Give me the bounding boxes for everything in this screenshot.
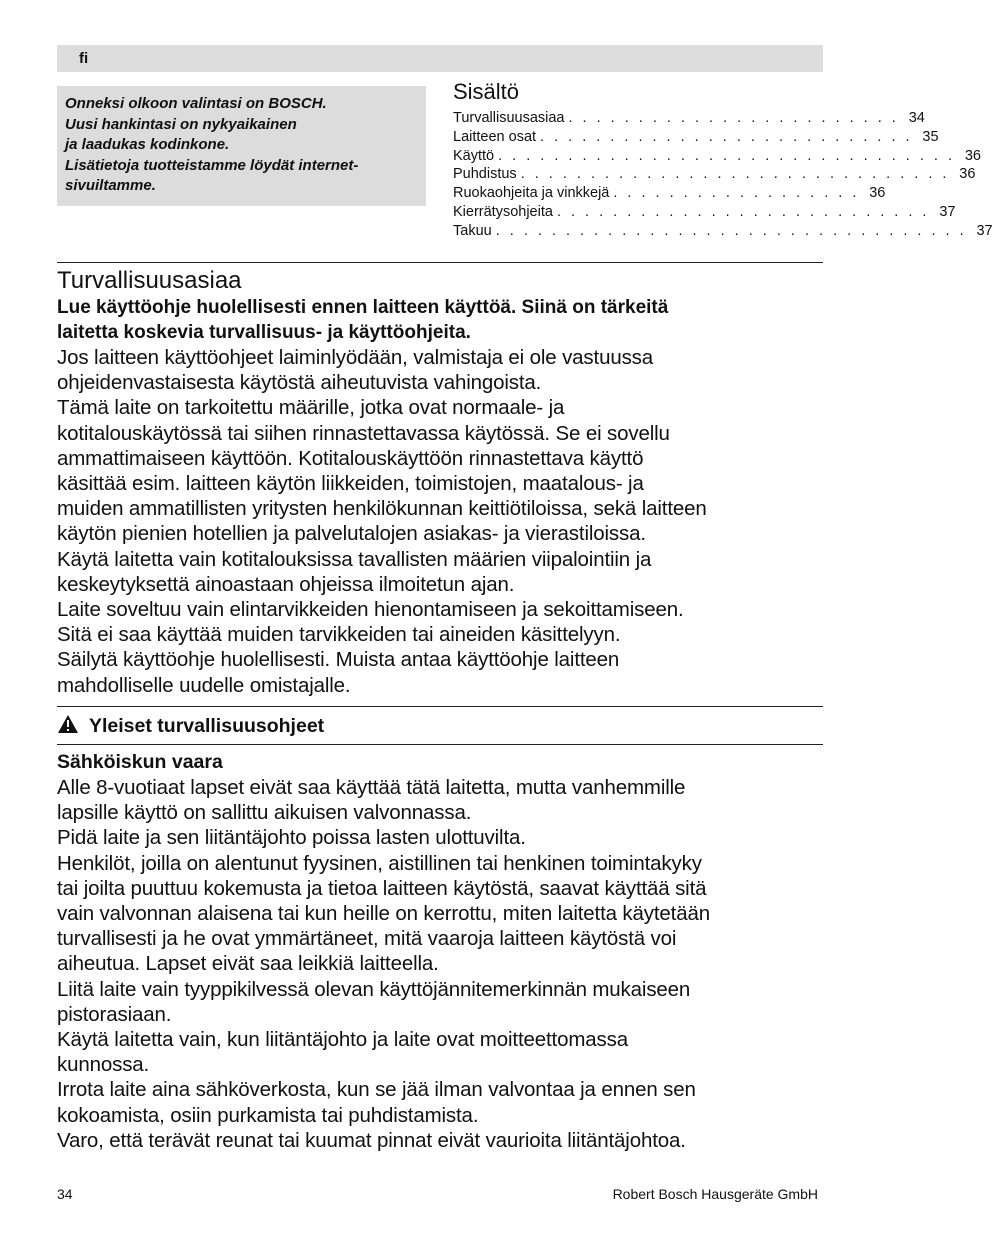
toc-leader-dots: . . . . . . . . . . . . . . . . . . . . . . . . xyxy=(568,110,899,126)
body-line: kotitalouskäytössä tai siihen rinnastettavassa käytössä. Se ei sovellu xyxy=(57,421,670,445)
body-line: tai joilta puuttuu kokemusta ja tietoa laitteen käytöstä, saavat käyttää sitä xyxy=(57,876,707,900)
toc-entry[interactable] xyxy=(453,147,981,166)
lead-line: laitetta koskevia turvallisuus- ja käyttöohjeita. xyxy=(57,322,471,343)
body-line: Säilytä käyttöohje huolellisesti. Muista antaa käyttöohje laitteen xyxy=(57,648,620,672)
body-line: aiheutua. Lapset eivät saa leikkiä laitteella. xyxy=(57,952,439,976)
warning-divider-top xyxy=(57,706,823,707)
body-line: keskeytyksettä ainoastaan ohjeissa ilmoitetun ajan. xyxy=(57,572,515,596)
body-line: Jos laitteen käyttöohjeet laiminlyödään, valmistaja ei ole vastuussa xyxy=(57,346,654,369)
lead-paragraph xyxy=(57,295,827,345)
body-line: turvallisesti ja he ovat ymmärtäneet, mitä vaaroja laitteen käytöstä voi xyxy=(57,927,677,951)
toc-entry-label: Turvallisuusasiaa xyxy=(453,110,565,126)
toc-entry[interactable] xyxy=(453,109,925,128)
toc-entry[interactable] xyxy=(453,184,886,203)
lead-line: Lue käyttöohje huolellisesti ennen laitteen käyttöä. Siinä on tärkeitä xyxy=(57,297,669,318)
toc-leader-dots: . . . . . . . . . . . . . . . . . . . . . . . . . . . . . . . . . . xyxy=(495,222,967,239)
body-line: vain valvonnan alaisena tai kun heille on kerrottu, miten laitetta käytetään xyxy=(57,902,710,926)
toc-entry-label: Ruokaohjeita ja vinkkejä xyxy=(453,185,610,202)
body-text xyxy=(57,775,827,1153)
toc-entry-label: Takuu xyxy=(453,222,492,239)
body-line: Käytä laitetta vain kotitalouksissa tavallisten määrien viipalointiin ja xyxy=(57,547,652,571)
body-line: ammattimaiseen käyttöön. Kotitalouskäyttöön rinnastettava käyttö xyxy=(57,446,644,470)
welcome-line: Uusi hankintasi on nykyaikainen xyxy=(65,115,297,133)
welcome-box xyxy=(57,86,426,206)
welcome-line: sivuiltamme. xyxy=(65,177,156,194)
body-line: kunnossa. xyxy=(57,1053,150,1077)
toc-title: Sisältö xyxy=(453,79,520,104)
toc-entry-page: 37 xyxy=(939,203,956,220)
toc-entry-label: Kierrätysohjeita xyxy=(453,203,553,220)
toc-entry-label: Puhdistus xyxy=(453,166,517,183)
welcome-line: Onneksi olkoon valintasi on BOSCH. xyxy=(65,95,327,112)
warning-triangle-icon xyxy=(57,714,79,739)
toc-leader-dots: . . . . . . . . . . . . . . . . . . . . . . . . . . . . . . . xyxy=(520,166,950,183)
language-code: fi xyxy=(79,50,89,67)
warning-heading xyxy=(57,712,823,740)
toc-entry-page: 36 xyxy=(869,185,886,202)
body-line: käytön pienien hotellien ja palvelutalojen asiakas- ja vierastiloissa. xyxy=(57,522,646,546)
body-line: ohjeidenvastaisesta käytöstä aiheutuvista vahingoista. xyxy=(57,371,542,395)
table-of-contents xyxy=(453,79,993,241)
body-line: kokoamista, osiin purkamista tai puhdistamista. xyxy=(57,1103,479,1127)
body-line: Laite soveltuu vain elintarvikkeiden hienontamiseen ja sekoittamiseen. xyxy=(57,598,684,622)
subheading: Sähköiskun vaara xyxy=(57,751,223,773)
body-line: Irrota laite aina sähköverkosta, kun se jää ilman valvontaa ja ennen sen xyxy=(57,1078,696,1102)
welcome-line: Lisätietoja tuotteistamme löydät internet- xyxy=(65,156,359,174)
language-bar xyxy=(57,45,823,72)
toc-leader-dots: . . . . . . . . . . . . . . . . . . . . . . . . . . . xyxy=(540,128,913,145)
toc-leader-dots: . . . . . . . . . . . . . . . . . . . . . . . . . . . . . . . . . xyxy=(498,147,955,164)
body-line: Sitä ei saa käyttää muiden tarvikkeiden tai aineiden käsittelyyn. xyxy=(57,623,621,647)
toc-leader-dots: . . . . . . . . . . . . . . . . . . . . . . . . . . . xyxy=(556,203,930,220)
body-line: Alle 8-vuotiaat lapset eivät saa käyttää tätä laitetta, mutta vanhemmille xyxy=(57,776,686,799)
page-number: 34 xyxy=(57,1186,73,1202)
body-line: Pidä laite ja sen liitäntäjohto poissa lasten ulottuvilta. xyxy=(57,826,526,850)
body-line: Varo, että terävät reunat tai kuumat pinnat eivät vaurioita liitäntäjohtoa. xyxy=(57,1128,686,1152)
toc-entry-page: 35 xyxy=(922,128,939,145)
section-title: Turvallisuusasiaa xyxy=(57,267,242,294)
toc-entry[interactable] xyxy=(453,128,939,147)
toc-entry-page: 34 xyxy=(908,110,925,126)
toc-entry[interactable] xyxy=(453,222,993,241)
body-line: mahdolliselle uudelle omistajalle. xyxy=(57,673,351,697)
body-line: muiden ammatillisten yritysten henkilökunnan keittiötiloissa, sekä laitteen xyxy=(57,497,707,521)
body-line: Liitä laite vain tyyppikilvessä olevan käyttöjännitemerkinnän mukaiseen xyxy=(57,977,691,1001)
toc-entry-label: Laitteen osat xyxy=(453,128,537,145)
body-line: lapsille käyttö on sallittu aikuisen valvonnassa. xyxy=(57,801,472,825)
body-line: käsittää esim. laitteen käytön liikkeiden, toimistojen, maatalous- ja xyxy=(57,472,644,496)
general-safety-section xyxy=(57,750,827,1153)
toc-entry-page: 37 xyxy=(976,222,993,239)
warning-divider-bottom xyxy=(57,744,823,745)
section-divider xyxy=(57,262,823,263)
toc-entry[interactable] xyxy=(453,203,956,222)
body-line: pistorasiaan. xyxy=(57,1002,172,1026)
toc-leader-dots: . . . . . . . . . . . . . . . . . . xyxy=(613,185,860,202)
toc-entry-label: Käyttö xyxy=(453,147,495,164)
body-line: Käytä laitetta vain, kun liitäntäjohto ja laite ovat moitteettomassa xyxy=(57,1028,628,1052)
safety-section xyxy=(57,267,827,698)
body-line: Tämä laite on tarkoitettu määrille, jotka ovat normaale- ja xyxy=(57,396,565,420)
body-line: Henkilöt, joilla on alentunut fyysinen, aistillinen tai henkinen toimintakyky xyxy=(57,851,702,875)
company-name: Robert Bosch Hausgeräte GmbH xyxy=(612,1186,818,1202)
body-text xyxy=(57,345,827,698)
toc-entry[interactable] xyxy=(453,165,976,184)
toc-entry-page: 36 xyxy=(964,147,981,164)
warning-title: Yleiset turvallisuusohjeet xyxy=(89,715,325,737)
toc-entry-page: 36 xyxy=(959,166,976,183)
welcome-line: ja laadukas kodinkone. xyxy=(65,136,230,153)
